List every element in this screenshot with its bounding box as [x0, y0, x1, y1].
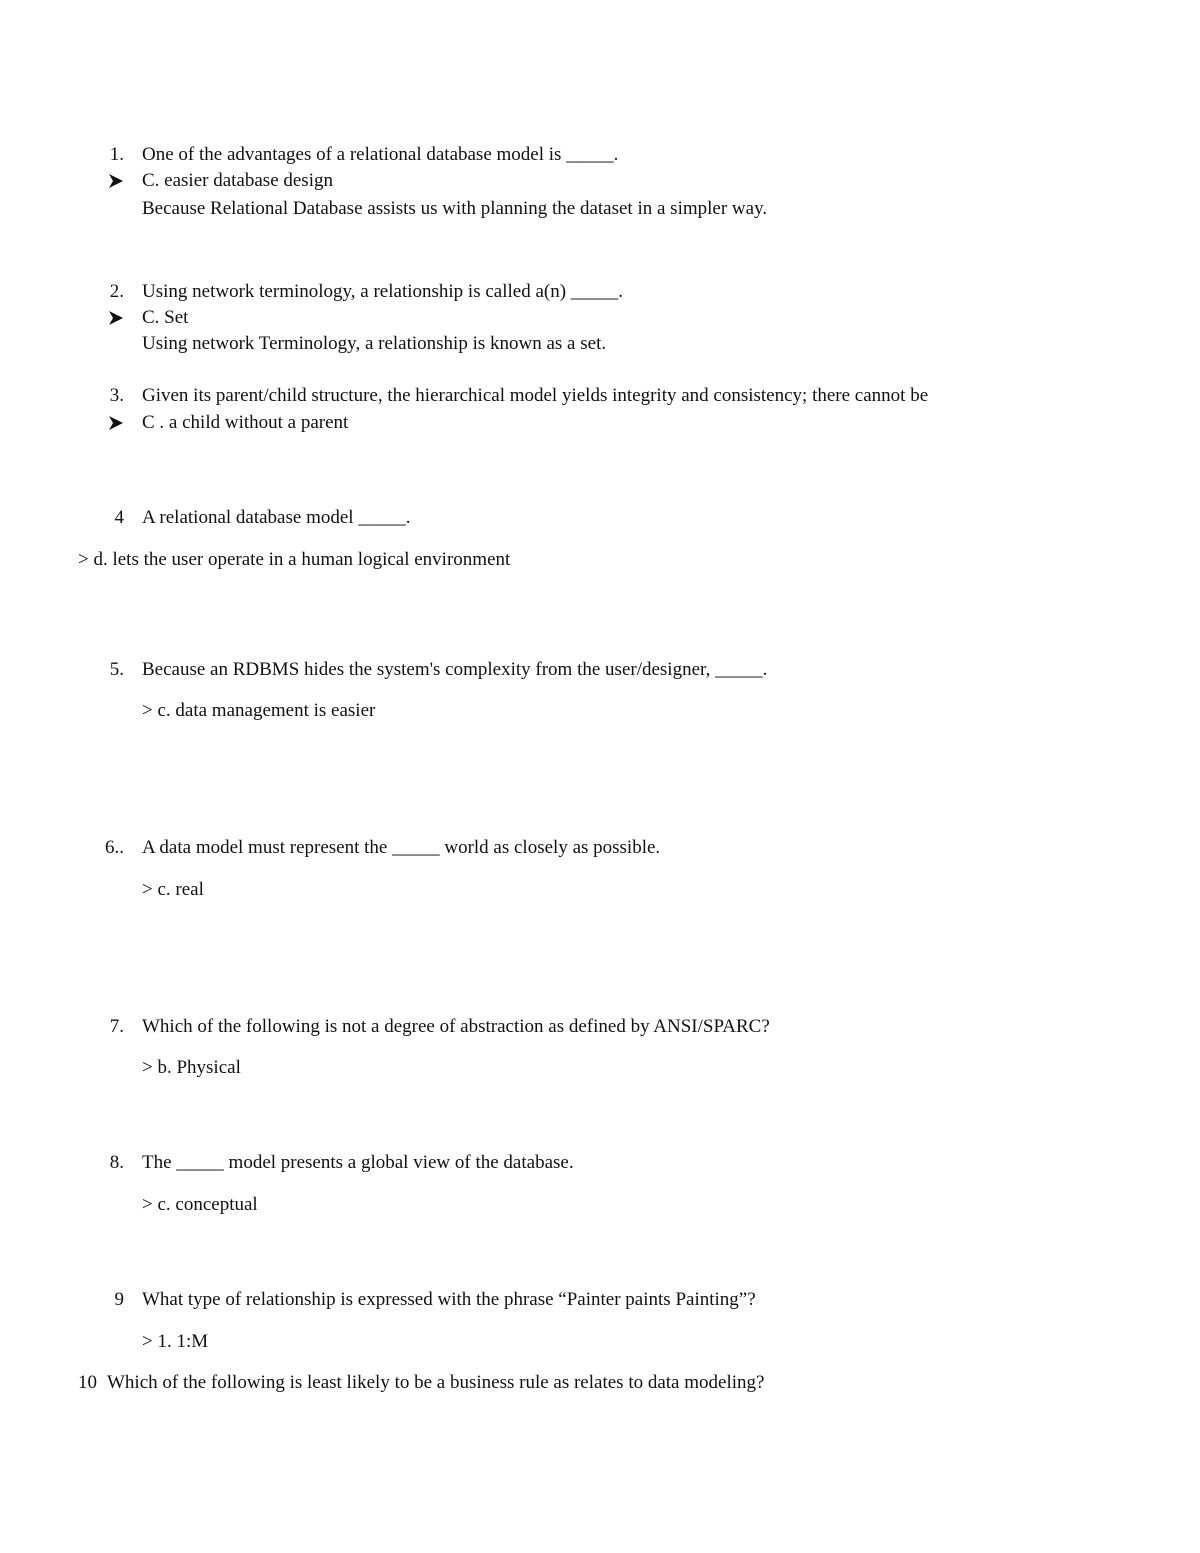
question-10-text: Which of the following is least likely to be a business rule as relates to data modeling? — [107, 1372, 765, 1393]
question-3-number: 3. — [109, 385, 124, 406]
question-8-text: The _____ model presents a global view of the database. — [142, 1152, 574, 1173]
question-2-answer: C. Set — [142, 307, 189, 328]
question-4-text: A relational database model _____. — [142, 507, 411, 528]
question-1-text: One of the advantages of a relational database model is _____. — [142, 144, 619, 165]
question-5-number: 5. — [109, 659, 124, 680]
question-4-answer: > d. lets the user operate in a human logical environment — [78, 549, 511, 570]
question-7-number: 7. — [109, 1016, 124, 1037]
arrow-bullet-icon — [108, 411, 124, 435]
question-9-number: 9 — [114, 1289, 124, 1310]
question-1-answer: C. easier database design — [142, 170, 333, 191]
question-8-number: 8. — [109, 1152, 124, 1173]
arrow-bullet-icon — [108, 169, 124, 193]
question-3-answer: C . a child without a parent — [142, 412, 349, 433]
question-7-text: Which of the following is not a degree of abstraction as defined by ANSI/SPARC? — [142, 1016, 770, 1037]
question-2-text: Using network terminology, a relationship is called a(n) _____. — [142, 281, 624, 302]
question-1-number: 1. — [109, 144, 124, 165]
question-2-explanation: Using network Terminology, a relationship is known as a set. — [142, 333, 607, 354]
question-7-answer: > b. Physical — [142, 1057, 241, 1078]
arrow-bullet-icon — [108, 306, 124, 330]
question-5-text: Because an RDBMS hides the system's complexity from the user/designer, _____. — [142, 659, 768, 680]
question-6-number: 6.. — [105, 837, 124, 858]
question-6-text: A data model must represent the _____ world as closely as possible. — [142, 837, 661, 858]
question-2-number: 2. — [109, 281, 124, 302]
question-6-answer: > c. real — [142, 879, 204, 900]
question-8-answer: > c. conceptual — [142, 1194, 258, 1215]
question-5-answer: > c. data management is easier — [142, 700, 376, 721]
question-10-number: 10 — [78, 1372, 97, 1393]
question-9-answer: > 1. 1:M — [142, 1331, 209, 1352]
question-9-text: What type of relationship is expressed with the phrase “Painter paints Painting”? — [142, 1289, 756, 1310]
question-1-explanation: Because Relational Database assists us with planning the dataset in a simpler way. — [142, 198, 768, 219]
question-4-number: 4 — [114, 507, 124, 528]
question-3-text: Given its parent/child structure, the hierarchical model yields integrity and consistency; there cannot be — [142, 385, 929, 406]
